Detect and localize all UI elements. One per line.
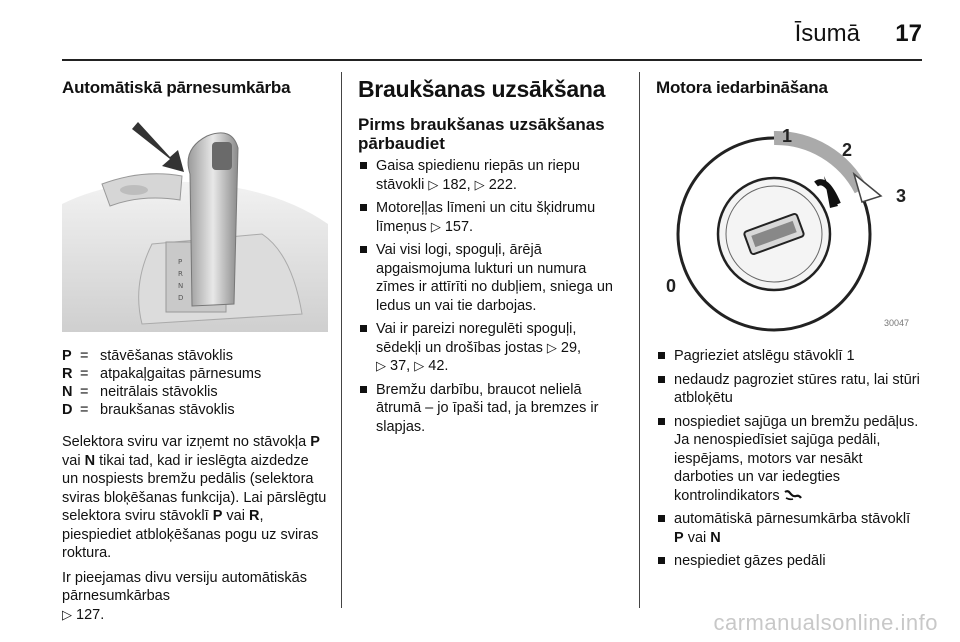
page-reference-link[interactable]: 29, bbox=[560, 339, 582, 356]
bullet-icon bbox=[360, 325, 367, 332]
svg-text:N: N bbox=[178, 282, 184, 290]
position-label: 1 bbox=[782, 126, 793, 146]
paragraph-versions: Ir pieejamas divu versiju automātiskās pārnesumkārbas ▷ 127. bbox=[62, 569, 307, 623]
crossref-arrow-icon: ▷ bbox=[428, 176, 439, 192]
paragraph-selector-lock: Selektora sviru var izņemt no stāvokļa P vai N tikai tad, kad ir ieslēgta aizdedze un nospiests bremžu pedālis (selektora sviras bloķēšanas funkcija). Lai pārslēgtu selektora sviru stāvoklī P vai R, piespiediet atbloķēšanas pogu uz sviras roktura. bbox=[62, 434, 327, 561]
list-item: Pagrieziet atslēgu stāvoklī 1 bbox=[656, 347, 922, 366]
subsection-heading: Pirms braukšanas uzsākšanas pārbaudiet bbox=[358, 115, 605, 153]
list-item: Vai ir pareizi noregulēti spoguļi, sēdekļi un drošības jostas ▷ 29, ▷ 37, ▷ 42. bbox=[358, 320, 624, 376]
bullet-icon bbox=[658, 557, 665, 564]
bullet-icon bbox=[360, 204, 367, 211]
crossref-arrow-icon: ▷ bbox=[62, 606, 72, 622]
page-header bbox=[62, 18, 922, 60]
column-divider bbox=[639, 72, 640, 608]
position-label: 3 bbox=[896, 186, 907, 206]
column-transmission bbox=[62, 72, 328, 624]
crossref-arrow-icon: ▷ bbox=[474, 176, 485, 192]
crossref-arrow-icon: ▷ bbox=[414, 358, 425, 373]
position-label: 0 bbox=[666, 276, 677, 296]
glow-plug-icon bbox=[784, 489, 802, 501]
list-item: Gaisa spiedienu riepās un riepu stāvokli ▷ 182, ▷ 222. bbox=[358, 157, 624, 194]
section-heading: Motora iedarbināšana bbox=[656, 78, 828, 97]
gear-legend bbox=[62, 347, 328, 419]
page-reference-link[interactable]: 42. bbox=[428, 358, 449, 374]
position-label: 2 bbox=[842, 140, 853, 160]
ignition-switch-illustration bbox=[656, 114, 922, 332]
page-number: 17 bbox=[895, 20, 922, 47]
watermark: carmanualsonline.info bbox=[713, 610, 938, 635]
svg-text:P: P bbox=[178, 258, 183, 266]
crossref-arrow-icon: ▷ bbox=[430, 218, 441, 234]
bullet-icon bbox=[658, 352, 665, 359]
crossref-arrow-icon: ▷ bbox=[546, 339, 557, 355]
page-reference-link[interactable]: 157. bbox=[444, 218, 474, 235]
column-driving-start bbox=[358, 72, 624, 441]
legend-row: R = atpakaļgaitas pārnesums bbox=[62, 366, 262, 382]
crossref-arrow-icon: ▷ bbox=[376, 358, 386, 373]
list-item: automātiskā pārnesumkārba stāvoklī P vai N bbox=[656, 510, 922, 547]
page-reference-link[interactable]: 37, bbox=[390, 358, 415, 374]
legend-row: P = stāvēšanas stāvoklis bbox=[62, 348, 233, 364]
bullet-icon bbox=[658, 418, 665, 425]
section-heading: Automātiskā pārnesumkārba bbox=[62, 78, 291, 97]
list-item: nespiediet gāzes pedāli bbox=[656, 552, 922, 571]
checklist bbox=[358, 157, 624, 436]
column-divider bbox=[341, 72, 342, 608]
gear-selector-illustration bbox=[62, 114, 328, 332]
bullet-icon bbox=[658, 515, 665, 522]
list-item: Bremžu darbību, braucot nelielā ātrumā – jo īpaši tad, ja bremzes ir slapjas. bbox=[358, 381, 624, 437]
bullet-icon bbox=[658, 376, 665, 383]
list-item: Vai visi logi, spoguļi, ārējā apgaismojuma lukturi un numura zīmes ir attīrīti no dubļiem, sniega un ledus un vai tie darbojas. bbox=[358, 241, 624, 315]
bullet-icon bbox=[360, 386, 367, 393]
svg-text:D: D bbox=[178, 294, 184, 302]
list-item: nospiediet sajūga un bremžu pedāļus. Ja nenospiedīsiet sajūga pedāli, iespējams, motors var nesākt darboties un var iedegties kontrolindikators bbox=[656, 413, 922, 506]
page-reference-link[interactable]: 182, bbox=[442, 176, 475, 193]
bullet-icon bbox=[360, 162, 367, 169]
figure-code: 30047 bbox=[884, 318, 910, 328]
header-rule bbox=[62, 59, 922, 61]
page-title: Īsumā bbox=[794, 20, 860, 47]
list-item: Motoreļļas līmeni un citu šķidrumu līmeņus ▷ 157. bbox=[358, 199, 624, 236]
legend-row: N = neitrālais stāvoklis bbox=[62, 384, 218, 400]
start-steps bbox=[656, 347, 922, 571]
bullet-icon bbox=[360, 246, 367, 253]
list-item: nedaudz pagroziet stūres ratu, lai stūri atbloķētu bbox=[656, 371, 922, 408]
section-heading-large: Braukšanas uzsākšana bbox=[358, 76, 606, 102]
legend-row: D = braukšanas stāvoklis bbox=[62, 402, 235, 418]
svg-text:R: R bbox=[178, 270, 183, 278]
column-engine-start bbox=[656, 72, 922, 576]
page-reference-link[interactable]: 222. bbox=[488, 176, 517, 193]
page-reference-link[interactable]: 127. bbox=[76, 606, 105, 623]
